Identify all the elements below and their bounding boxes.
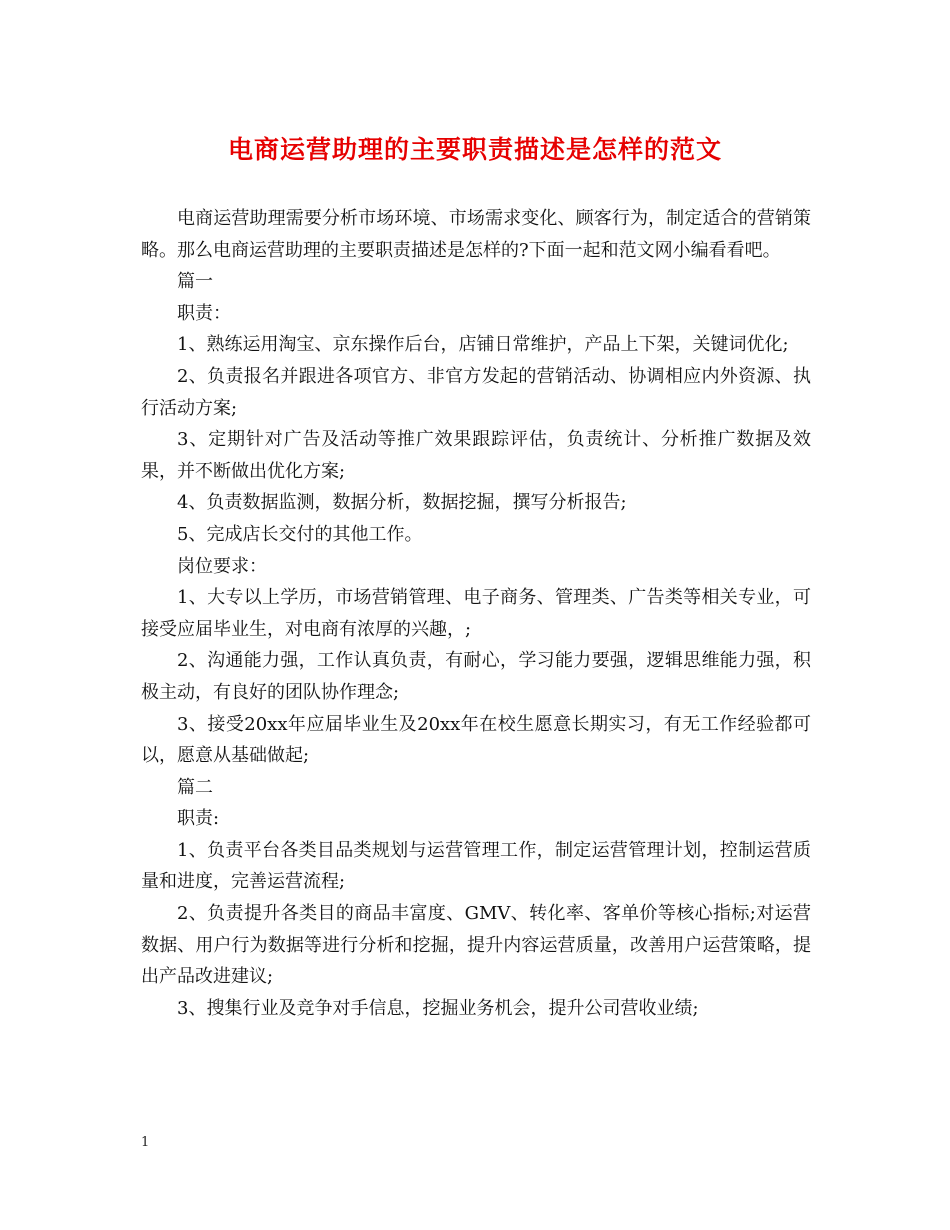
- subheading-duties-1: 职责：: [177, 302, 231, 324]
- paragraph-intro: 电商运营助理需要分析市场环境、市场需求变化、顾客行为，制定适合的营销策略。那么电商运营助理的主要职责描述是怎样的?下面一起和范文网小编看看吧。: [141, 208, 811, 261]
- section-heading-1: 篇一: [177, 271, 213, 293]
- subheading-requirements: 岗位要求：: [177, 555, 267, 577]
- subheading-duties-2: 职责:: [177, 808, 220, 830]
- list-item: 3、定期针对广告及活动等推广效果跟踪评估，负责统计、分析推广数据及效果，并不断做出优化方案;: [141, 429, 811, 482]
- list-item: 4、负责数据监测，数据分析，数据挖掘，撰写分析报告;: [177, 492, 627, 514]
- list-item: 1、大专以上学历，市场营销管理、电子商务、管理类、广告类等相关专业，可接受应届毕业生，对电商有浓厚的兴趣，;: [141, 587, 811, 640]
- list-item: 5、完成店长交付的其他工作。: [177, 523, 423, 545]
- list-item: 2、沟通能力强，工作认真负责，有耐心，学习能力要强，逻辑思维能力强，积极主动，有良好的团队协作理念;: [141, 650, 811, 703]
- document-title: 电商运营助理的主要职责描述是怎样的范文: [227, 135, 722, 164]
- list-item: 3、搜集行业及竞争对手信息，挖掘业务机会，提升公司营收业绩;: [177, 997, 699, 1019]
- document-body: [141, 203, 811, 1024]
- list-item: 3、接受20xx年应届毕业生及20xx年在校生愿意长期实习，有无工作经验都可以，愿意从基础做起;: [141, 713, 811, 767]
- list-item: 2、负责报名并跟进各项官方、非官方发起的营销活动、协调相应内外资源、执行活动方案;: [141, 365, 811, 419]
- list-item: 1、熟练运用淘宝、京东操作后台，店铺日常维护，产品上下架，关键词优化;: [177, 334, 789, 356]
- list-item: 2、负责提升各类目的商品丰富度、GMV、转化率、客单价等核心指标;对运营数据、用户行为数据等进行分析和挖掘，提升内容运营质量，改善用户运营策略，提出产品改进建议;: [141, 903, 811, 988]
- page-number: 1: [141, 1135, 150, 1150]
- list-item: 1、负责平台各类目品类规划与运营管理工作，制定运营管理计划，控制运营质量和进度，完善运营流程;: [141, 839, 811, 893]
- section-heading-2: 篇二: [177, 776, 213, 798]
